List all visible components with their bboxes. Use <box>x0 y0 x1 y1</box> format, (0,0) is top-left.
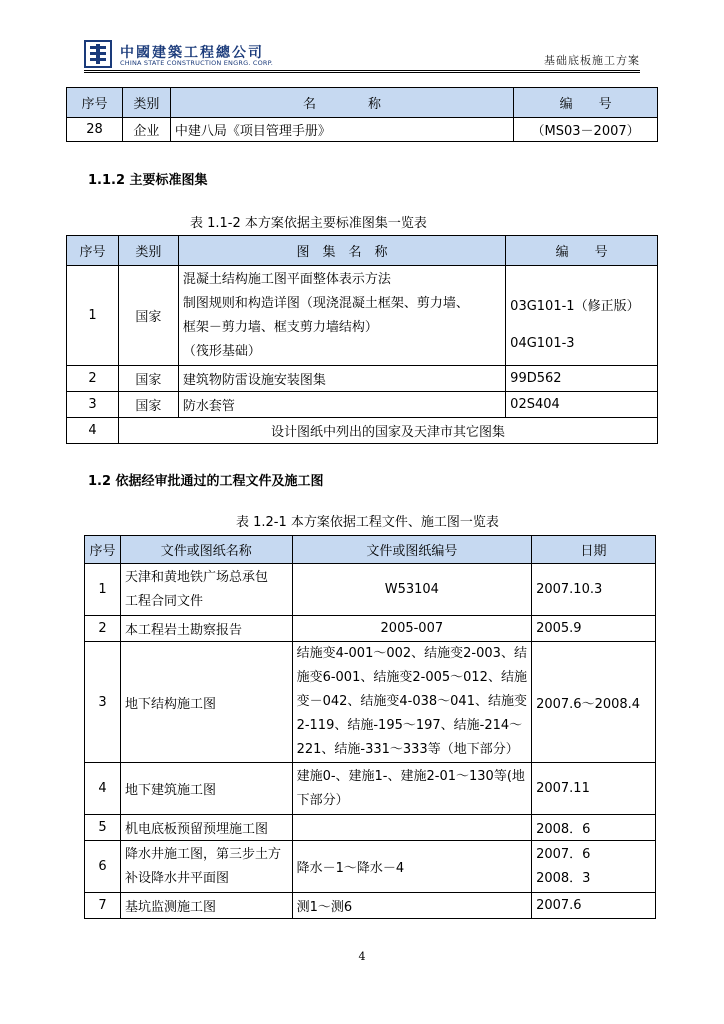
cell-no: 5 <box>85 815 121 841</box>
cell-line: 天津和黄地铁广场总承包 <box>124 569 268 585</box>
cell-line: 工程合同文件 <box>124 593 203 609</box>
table-row <box>67 366 658 392</box>
cell-category: 国家 <box>118 392 178 418</box>
cell-doc-name <box>120 841 292 893</box>
cell-doc-code: 降水－1～降水－4 <box>292 841 532 893</box>
cell-code: 99D562 <box>506 366 658 392</box>
cell-doc-name: 地下建筑施工图 <box>120 763 292 815</box>
cell-doc-code <box>292 642 532 763</box>
cell-line: 补设降水井平面图 <box>124 870 229 886</box>
cell-line: 混凝土结构施工图平面整体表示方法 <box>182 271 391 287</box>
cell-line: 变－042、结施变4-038～041、结施变 <box>296 694 527 709</box>
company-name-cn: 中國建築工程總公司 <box>120 45 264 61</box>
col-header-atlas-name: 图 集 名 称 <box>178 236 505 266</box>
company-name-en: CHINA STATE CONSTRUCTION ENGRG. CORP. <box>120 59 273 67</box>
page-header <box>84 40 640 72</box>
cell-date: 2007.11 <box>532 763 656 815</box>
cell-line: 2-119、结施-195～197、结施-214～ <box>296 718 523 733</box>
table-row <box>67 418 658 444</box>
cell-line: 结施变4-001～002、结施变2-003、结 <box>296 646 527 661</box>
cell-code: （MS03－2007） <box>514 118 658 142</box>
col-header-no: 序号 <box>85 536 121 564</box>
cell-date: 2005.9 <box>532 616 656 642</box>
col-header-date: 日期 <box>532 536 656 564</box>
cell-line: 2008．3 <box>536 870 591 886</box>
cell-atlas-name: 防水套管 <box>178 392 505 418</box>
cell-doc-code: W53104 <box>292 564 532 616</box>
col-header-code: 编 号 <box>514 88 658 118</box>
table-continued <box>66 87 658 142</box>
table-row <box>67 392 658 418</box>
col-header-doc-name: 文件或图纸名称 <box>120 536 292 564</box>
cell-line: 04G101-3 <box>510 335 575 351</box>
table-row <box>85 642 656 763</box>
cell-no: 7 <box>85 893 121 919</box>
cell-no: 1 <box>67 266 119 366</box>
cell-date: 2007.6～2008.4 <box>532 642 656 763</box>
cell-line: 221、结施-331～333等（地下部分） <box>296 742 519 757</box>
cell-doc-code <box>292 815 532 841</box>
cell-line: 2007．6 <box>536 846 591 862</box>
col-header-category: 类别 <box>122 88 170 118</box>
cell-no: 2 <box>67 366 119 392</box>
cell-date <box>532 841 656 893</box>
table-standard-atlas <box>66 235 658 444</box>
document-title: 基础底板施工方案 <box>544 54 640 67</box>
cell-date: 2007.10.3 <box>532 564 656 616</box>
cell-doc-name: 地下结构施工图 <box>120 642 292 763</box>
cell-category: 企业 <box>122 118 170 142</box>
cell-doc-code: 2005-007 <box>292 616 532 642</box>
cell-doc-name: 基坑监测施工图 <box>120 893 292 919</box>
cell-code <box>506 266 658 366</box>
header-divider-2 <box>84 72 640 73</box>
cell-no: 28 <box>67 118 123 142</box>
section-heading-1-1-2: 1.1.2 主要标准图集 <box>88 173 208 188</box>
cell-doc-code <box>292 763 532 815</box>
cell-no: 1 <box>85 564 121 616</box>
cell-line: 施变6-001、结施变2-005～012、结施 <box>296 670 527 685</box>
cell-doc-name: 本工程岩土勘察报告 <box>120 616 292 642</box>
cell-atlas-name <box>178 266 505 366</box>
header-divider <box>84 70 640 71</box>
table-row <box>67 118 658 142</box>
cell-line: （筏形基础） <box>182 343 261 359</box>
cell-code: 02S404 <box>506 392 658 418</box>
cell-no: 4 <box>67 418 119 444</box>
page-number: 4 <box>358 950 366 963</box>
cell-line: 制图规则和构造详图（现浇混凝土框架、剪力墙、 <box>182 295 469 311</box>
col-header-code: 编 号 <box>506 236 658 266</box>
cell-line: 03G101-1（修正版） <box>510 298 640 314</box>
col-header-category: 类别 <box>118 236 178 266</box>
section-heading-1-2: 1.2 依据经审批通过的工程文件及施工图 <box>88 474 324 489</box>
cell-name: 中建八局《项目管理手册》 <box>170 118 513 142</box>
table-row <box>85 841 656 893</box>
table-row <box>85 616 656 642</box>
cell-line: 建施0-、建施1-、建施2-01～130等(地 <box>296 768 525 784</box>
cell-date: 2007.6 <box>532 893 656 919</box>
col-header-no: 序号 <box>67 88 123 118</box>
table-caption-1-1-2: 表 1.1-2 本方案依据主要标准图集一览表 <box>190 216 427 231</box>
table-row <box>85 815 656 841</box>
cell-line: 降水井施工图，第三步土方 <box>124 846 281 862</box>
col-header-name: 名 称 <box>170 88 513 118</box>
cell-doc-name: 机电底板预留预埋施工图 <box>120 815 292 841</box>
table-row <box>85 564 656 616</box>
cell-no: 4 <box>85 763 121 815</box>
cell-atlas-name: 建筑物防雷设施安装图集 <box>178 366 505 392</box>
cell-no: 3 <box>67 392 119 418</box>
cell-doc-name <box>120 564 292 616</box>
cell-no: 2 <box>85 616 121 642</box>
cell-no: 3 <box>85 642 121 763</box>
table-project-documents <box>84 535 656 919</box>
cell-category: 国家 <box>118 266 178 366</box>
cell-merged: 设计图纸中列出的国家及天津市其它图集 <box>118 418 657 444</box>
table-caption-1-2: 表 1.2-1 本方案依据工程文件、施工图一览表 <box>236 515 499 530</box>
cell-category: 国家 <box>118 366 178 392</box>
table-row <box>85 893 656 919</box>
cell-doc-code: 测1～测6 <box>292 893 532 919</box>
col-header-no: 序号 <box>67 236 119 266</box>
col-header-doc-code: 文件或图纸编号 <box>292 536 532 564</box>
table-row <box>67 266 658 366</box>
cell-no: 6 <box>85 841 121 893</box>
cell-date: 2008．6 <box>532 815 656 841</box>
table-row <box>85 763 656 815</box>
cell-line: 下部分） <box>296 792 349 808</box>
company-logo-icon <box>84 40 112 68</box>
cell-line: 框架－剪力墙、框支剪力墙结构） <box>182 319 378 335</box>
